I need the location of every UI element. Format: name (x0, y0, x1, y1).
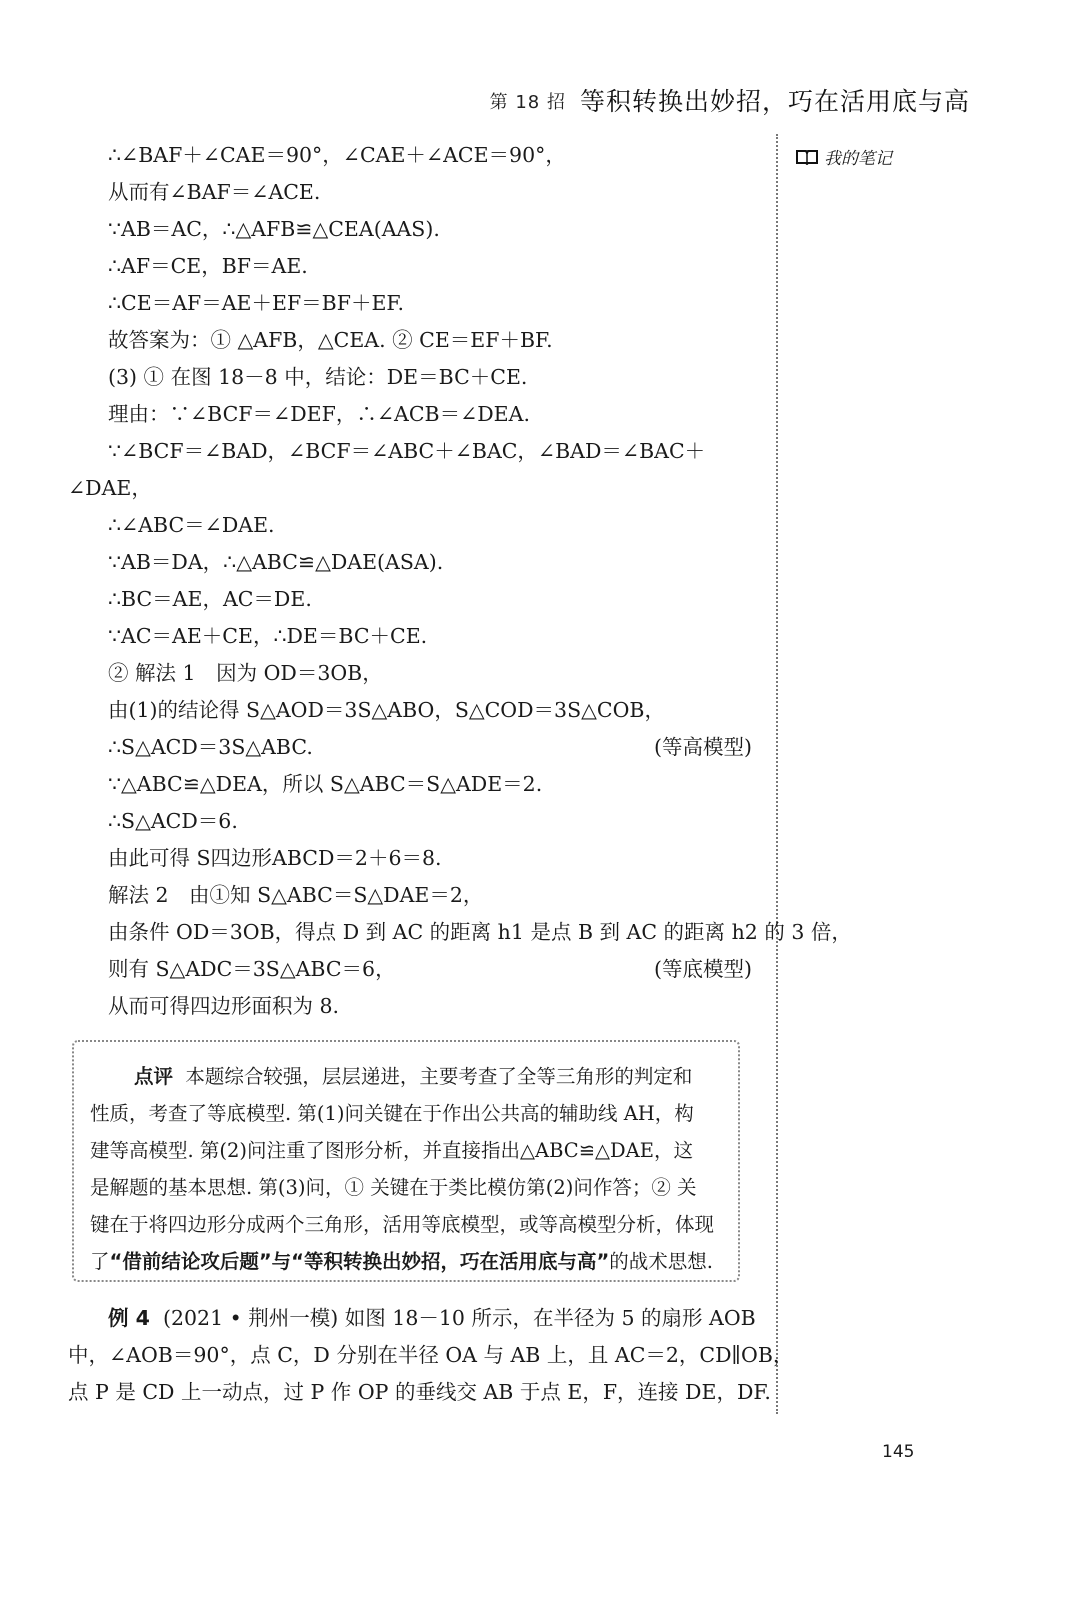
review-line (90, 1058, 728, 1095)
review-line: 键在于将四边形分成两个三角形，活用等底模型，或等高模型分析，体现 (90, 1213, 715, 1236)
solution-line: 从而有∠BAF＝∠ACE. (108, 180, 321, 204)
review-line: 建等高模型. 第(2)问注重了图形分析，并直接指出△ABC≌△DAE，这 (90, 1139, 693, 1162)
equal-base-tag: (等底模型) (654, 957, 752, 981)
review-line: 是解题的基本思想. 第(3)问，① 关键在于类比模仿第(2)问作答；② 关 (90, 1176, 697, 1199)
solution-body (68, 137, 852, 1025)
solution-line (68, 729, 752, 766)
solution-line: 解法 2 由①知 S△ABC＝S△DAE＝2， (108, 883, 484, 907)
example-text: (2021 • 荆州一模) 如图 18－10 所示，在半径为 5 的扇形 AOB (162, 1306, 756, 1330)
solution-line-text: 则有 S△ADC＝3S△ABC＝6， (108, 957, 396, 981)
review-text: 的战术思想. (609, 1250, 713, 1273)
page-number: 145 (882, 1442, 915, 1462)
solution-line: 由(1)的结论得 S△AOD＝3S△ABO，S△COD＝3S△COB， (108, 698, 665, 722)
solution-line: ② 解法 1 因为 OD＝3OB， (108, 661, 383, 685)
example-label: 例 4 (108, 1306, 150, 1330)
solution-line: 故答案为：① △AFB，△CEA. ② CE＝EF＋BF. (108, 328, 553, 352)
page-header (490, 78, 970, 118)
example-line (68, 1300, 756, 1337)
book-icon (796, 149, 818, 165)
notes-text: 我的笔记 (824, 149, 892, 169)
solution-line: ∵AC＝AE＋CE，∴DE＝BC＋CE. (108, 624, 428, 648)
notes-label (796, 144, 892, 169)
solution-line: ∵△ABC≌△DEA，所以 S△ABC＝S△ADE＝2. (108, 772, 543, 796)
review-line: 性质，考查了等底模型. 第(1)问关键在于作出公共高的辅助线 AH，构 (90, 1102, 694, 1125)
solution-line: ∴∠BAF＋∠CAE＝90°，∠CAE＋∠ACE＝90°， (108, 143, 566, 167)
example-line: 点 P 是 CD 上一动点，过 P 作 OP 的垂线交 AB 于点 E，F，连接 DE，DF. (68, 1380, 771, 1404)
solution-line: 由此可得 S四边形ABCD＝2＋6＝8. (108, 846, 442, 870)
review-emphasis: “借前结论攻后题”与“等积转换出妙招，巧在活用底与高” (109, 1250, 610, 1273)
review-label: 点评 (134, 1065, 174, 1088)
review-box (72, 1040, 740, 1282)
example-line: 中，∠AOB＝90°，点 C，D 分别在半径 OA 与 AB 上，且 AC＝2，CD∥OB， (68, 1343, 794, 1367)
review-line (90, 1243, 728, 1280)
review-text: 了 (90, 1250, 110, 1273)
equal-height-tag: (等高模型) (654, 735, 752, 759)
solution-line-text: ∴S△ACD＝3S△ABC. (108, 735, 313, 759)
solution-line (68, 951, 752, 988)
solution-line: 由条件 OD＝3OB，得点 D 到 AC 的距离 h1 是点 B 到 AC 的距离 h2 的 3 倍， (108, 920, 852, 944)
solution-line: ∴CE＝AF＝AE＋EF＝BF＋EF. (108, 291, 404, 315)
solution-line: ∠DAE， (68, 476, 152, 500)
solution-line: ∴∠ABC＝∠DAE. (108, 513, 275, 537)
solution-line: ∵AB＝DA，∴△ABC≌△DAE(ASA). (108, 550, 444, 574)
solution-line: ∵∠BCF＝∠BAD，∠BCF＝∠ABC＋∠BAC，∠BAD＝∠BAC＋ (108, 439, 706, 463)
solution-line: ∵AB＝AC，∴△AFB≌△CEA(AAS). (108, 217, 440, 241)
solution-line: (3) ① 在图 18－8 中，结论：DE＝BC＋CE. (108, 365, 528, 389)
chapter-number: 第 18 招 (489, 92, 566, 113)
notes-divider (776, 134, 778, 1414)
solution-line: ∴BC＝AE，AC＝DE. (108, 587, 312, 611)
example-4 (68, 1300, 794, 1411)
solution-line: 从而可得四边形面积为 8. (108, 994, 340, 1018)
solution-line: 理由：∵∠BCF＝∠DEF，∴∠ACB＝∠DEA. (108, 402, 530, 426)
chapter-title: 等积转换出妙招，巧在活用底与高 (579, 87, 970, 116)
review-text: 本题综合较强，层层递进，主要考查了全等三角形的判定和 (185, 1065, 693, 1088)
solution-line: ∴AF＝CE，BF＝AE. (108, 254, 308, 278)
solution-line: ∴S△ACD＝6. (108, 809, 238, 833)
